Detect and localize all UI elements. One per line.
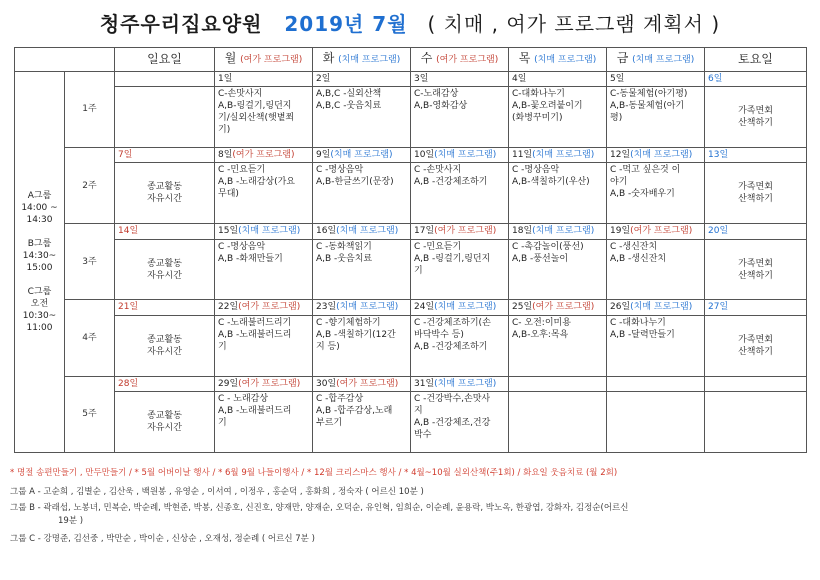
program-type-tag: (여가 프로그램) bbox=[434, 226, 497, 237]
program-cell-fri bbox=[607, 392, 705, 453]
program-cell-tue bbox=[313, 315, 411, 376]
saturday-line: 산책하기 bbox=[738, 118, 773, 129]
day-date-thu bbox=[509, 300, 607, 315]
group-a-list: 그룹 A - 고순희 , 김별순 , 김산욱 , 백원봉 , 유영순 , 이서여 , 이정우 , 홍순덕 , 홍화희 , 정숙자 ( 어르신 10분 ) bbox=[10, 487, 424, 497]
program-cell-wed bbox=[411, 392, 509, 453]
program-line: A,B-동물체험(아기 bbox=[610, 101, 685, 112]
day-date-mon bbox=[215, 147, 313, 162]
sunday-line: 종교활동 bbox=[147, 182, 182, 193]
group-b-list bbox=[10, 502, 815, 528]
date-number: 16일 bbox=[316, 226, 337, 237]
page-title bbox=[0, 8, 820, 37]
program-type-tag: (치매 프로그램) bbox=[630, 302, 693, 313]
program-line: C -명상음악 bbox=[316, 165, 364, 176]
date-number: 31일 bbox=[414, 378, 435, 389]
program-type-tag: (치매 프로그램) bbox=[630, 149, 693, 160]
group-b-time: 15:00 bbox=[26, 262, 53, 273]
sunday-activity bbox=[115, 87, 215, 148]
header-day: 금 (치매 프로그램) bbox=[607, 48, 705, 72]
program-line: A,B,C -실외산책 bbox=[316, 89, 382, 100]
program-cell-thu bbox=[509, 392, 607, 453]
program-cell-wed bbox=[411, 87, 509, 148]
date-number: 3일 bbox=[414, 73, 429, 84]
program-type-tag: (치매 프로그램) bbox=[336, 226, 399, 237]
program-cell-fri bbox=[607, 87, 705, 148]
year-month: 2019년 7월 bbox=[284, 12, 408, 36]
day-date-tue bbox=[313, 300, 411, 315]
saturday-activity bbox=[705, 163, 807, 224]
week-label: 1주 bbox=[65, 71, 115, 147]
group-a-time: 14:30 bbox=[26, 214, 53, 225]
sunday-date: 21일 bbox=[115, 300, 215, 315]
program-cell-mon bbox=[215, 392, 313, 453]
program-line: C- 오전:이미용 bbox=[512, 317, 571, 328]
day-date-wed bbox=[411, 376, 509, 391]
saturday-line: 산책하기 bbox=[738, 194, 773, 205]
day-date-thu bbox=[509, 224, 607, 239]
day-date-fri bbox=[607, 300, 705, 315]
program-line: A,B,C -웃음치료 bbox=[316, 101, 382, 112]
program-line: C-손맛사지 bbox=[218, 89, 263, 100]
program-line: 야기 bbox=[610, 177, 628, 188]
program-line: 기 bbox=[218, 341, 227, 352]
day-date-wed bbox=[411, 300, 509, 315]
header-day: 화 (치매 프로그램) bbox=[313, 48, 411, 72]
day-date-fri bbox=[607, 376, 705, 391]
saturday-date: 20일 bbox=[705, 224, 807, 239]
date-number: 5일 bbox=[610, 73, 625, 84]
program-line: A,B-한글쓰기(문장) bbox=[316, 177, 394, 188]
program-line: A,B -숫자배우기 bbox=[610, 189, 675, 200]
day-date-tue bbox=[313, 147, 411, 162]
program-cell-fri bbox=[607, 239, 705, 300]
program-line: C -동화책읽기 bbox=[316, 241, 372, 252]
program-type-tag: (치매 프로그램) bbox=[532, 149, 595, 160]
date-number: 10일 bbox=[414, 149, 435, 160]
program-line: C-동물체험(아기평) bbox=[610, 89, 688, 100]
day-date-mon bbox=[215, 300, 313, 315]
program-line: A,B -링걸기,링던지 bbox=[414, 253, 491, 264]
program-line: A,B -노래감상(가요 bbox=[218, 177, 295, 188]
program-row bbox=[15, 163, 807, 224]
program-line: C -명상음악 bbox=[218, 241, 266, 252]
group-c-label: C그룹 bbox=[27, 286, 52, 297]
week-label: 2주 bbox=[65, 147, 115, 223]
program-line: 부르기 bbox=[316, 418, 343, 429]
date-number: 23일 bbox=[316, 302, 337, 313]
program-cell-wed bbox=[411, 163, 509, 224]
sunday-date: 7일 bbox=[115, 147, 215, 162]
day-date-thu bbox=[509, 71, 607, 86]
date-number: 22일 bbox=[218, 302, 239, 313]
day-date-mon bbox=[215, 376, 313, 391]
plan-kind: ( 치매 , 여가 프로그램 계획서 ) bbox=[427, 12, 721, 36]
program-row bbox=[15, 392, 807, 453]
program-line: A,B-오후:목욕 bbox=[512, 329, 569, 340]
saturday-line: 산책하기 bbox=[738, 346, 773, 357]
group-a-time: 14:00 ~ bbox=[21, 202, 58, 213]
org-name: 청주우리집요양원 bbox=[99, 12, 263, 36]
group-b-label: B그룹 bbox=[27, 238, 52, 249]
date-number: 24일 bbox=[414, 302, 435, 313]
saturday-line: 가족면회 bbox=[738, 258, 773, 269]
program-line: A,B-색칠하기(우산) bbox=[512, 177, 590, 188]
date-number: 8일 bbox=[218, 149, 233, 160]
program-cell-wed bbox=[411, 239, 509, 300]
program-cell-tue bbox=[313, 392, 411, 453]
program-line: 기 bbox=[218, 418, 227, 429]
group-a-label: A그룹 bbox=[27, 190, 52, 201]
program-line: C -대화나누기 bbox=[610, 317, 666, 328]
program-cell-tue bbox=[313, 163, 411, 224]
group-c-time: 10:30~ bbox=[22, 310, 57, 321]
program-line: A,B-꽃오려붙이기 bbox=[512, 101, 583, 112]
program-line: 기) bbox=[218, 125, 231, 136]
day-date-thu bbox=[509, 376, 607, 391]
program-line: A,B -달력만들기 bbox=[610, 329, 675, 340]
program-line: 무대) bbox=[218, 189, 239, 200]
program-line: C-노래감상 bbox=[414, 89, 459, 100]
saturday-activity bbox=[705, 239, 807, 300]
program-cell-thu bbox=[509, 87, 607, 148]
program-type-tag: (치매 프로그램) bbox=[238, 226, 301, 237]
sunday-line: 자유시간 bbox=[147, 423, 182, 434]
day-date-mon bbox=[215, 71, 313, 86]
program-type-tag: (치매 프로그램) bbox=[330, 149, 393, 160]
program-line: A,B -건강체조하기 bbox=[414, 341, 488, 352]
day-date-wed bbox=[411, 224, 509, 239]
date-number: 29일 bbox=[218, 378, 239, 389]
date-number: 30일 bbox=[316, 378, 337, 389]
date-row bbox=[15, 224, 807, 239]
saturday-date: 6일 bbox=[705, 71, 807, 86]
saturday-line: 가족면회 bbox=[738, 106, 773, 117]
day-date-wed bbox=[411, 71, 509, 86]
header-day: 수 (여가 프로그램) bbox=[411, 48, 509, 72]
program-cell-fri bbox=[607, 315, 705, 376]
day-date-fri bbox=[607, 224, 705, 239]
sunday-activity bbox=[115, 315, 215, 376]
program-line: 평) bbox=[610, 113, 623, 124]
notes-line: * 명절 송편만들기 , 만두만들기 / * 5월 어버이날 행사 / * 6월 9월 나들이행사 / * 12월 크리스마스 행사 / * 4월~10월 실외산책(주1회) / 화요일 웃음치료 (월 2회) bbox=[10, 468, 618, 478]
program-line: C -합주감상 bbox=[316, 394, 364, 405]
program-cell-thu bbox=[509, 239, 607, 300]
date-number: 15일 bbox=[218, 226, 239, 237]
date-number: 12일 bbox=[610, 149, 631, 160]
date-row bbox=[15, 376, 807, 391]
program-line: C -촉감놀이(풍선) bbox=[512, 241, 584, 252]
date-number: 26일 bbox=[610, 302, 631, 313]
saturday-activity bbox=[705, 87, 807, 148]
program-line: A,B -화채만들기 bbox=[218, 253, 283, 264]
program-line: C-대화나누기 bbox=[512, 89, 566, 100]
day-date-wed bbox=[411, 147, 509, 162]
date-row bbox=[15, 300, 807, 315]
program-line: A,B -생신잔치 bbox=[610, 253, 667, 264]
saturday-activity bbox=[705, 315, 807, 376]
date-number: 18일 bbox=[512, 226, 533, 237]
group-b-time: 14:30~ bbox=[22, 250, 57, 261]
program-cell-fri bbox=[607, 163, 705, 224]
header-day: 토요일 bbox=[705, 48, 807, 72]
saturday-date: 27일 bbox=[705, 300, 807, 315]
header-day: 월 (여가 프로그램) bbox=[215, 48, 313, 72]
date-number: 9일 bbox=[316, 149, 331, 160]
program-line: C -손맛사지 bbox=[414, 165, 462, 176]
group-times bbox=[15, 71, 65, 452]
program-line: C -생신잔치 bbox=[610, 241, 658, 252]
week-label: 3주 bbox=[65, 224, 115, 300]
date-row bbox=[15, 71, 807, 86]
sunday-line: 자유시간 bbox=[147, 346, 182, 357]
program-type-tag: (여가 프로그램) bbox=[238, 378, 301, 389]
sunday-activity bbox=[115, 392, 215, 453]
saturday-line: 가족면회 bbox=[738, 334, 773, 345]
date-row bbox=[15, 147, 807, 162]
program-cell-thu bbox=[509, 315, 607, 376]
saturday-activity bbox=[705, 392, 807, 453]
program-line: C -향기체험하기 bbox=[316, 317, 381, 328]
program-line: A,B -건강체조하기 bbox=[414, 177, 488, 188]
day-date-tue bbox=[313, 71, 411, 86]
header-day: 일요일 bbox=[115, 48, 215, 72]
program-cell-tue bbox=[313, 87, 411, 148]
date-number: 17일 bbox=[414, 226, 435, 237]
program-line: A,B -노래불러드리 bbox=[218, 406, 292, 417]
sunday-line: 종교활동 bbox=[147, 258, 182, 269]
program-type-tag: (치매 프로그램) bbox=[532, 226, 595, 237]
program-line: C -건강체조하기(손 bbox=[414, 317, 491, 328]
date-number: 1일 bbox=[218, 73, 233, 84]
program-line: 바닥박수 등) bbox=[414, 329, 464, 340]
program-cell-mon bbox=[215, 87, 313, 148]
day-date-fri bbox=[607, 71, 705, 86]
sunday-line: 종교활동 bbox=[147, 411, 182, 422]
program-type-tag: (여가 프로그램) bbox=[238, 302, 301, 313]
program-line: C -건강박수,손맛사 bbox=[414, 394, 491, 405]
day-date-tue bbox=[313, 224, 411, 239]
program-cell-mon bbox=[215, 239, 313, 300]
week-label: 5주 bbox=[65, 376, 115, 452]
day-date-fri bbox=[607, 147, 705, 162]
header-row bbox=[15, 48, 807, 72]
sunday-date: 14일 bbox=[115, 224, 215, 239]
day-date-thu bbox=[509, 147, 607, 162]
spacer bbox=[18, 226, 61, 238]
program-type-tag: (치매 프로그램) bbox=[434, 149, 497, 160]
date-number: 11일 bbox=[512, 149, 533, 160]
program-line: A,B -풍선놀이 bbox=[512, 253, 569, 264]
program-line: 기 bbox=[414, 265, 423, 276]
header-blank bbox=[15, 48, 115, 72]
program-line: A,B -색칠하기(12간 bbox=[316, 329, 396, 340]
saturday-line: 가족면회 bbox=[738, 182, 773, 193]
sunday-line: 자유시간 bbox=[147, 194, 182, 205]
program-type-tag: (여가 프로그램) bbox=[232, 149, 295, 160]
group-c-time: 11:00 bbox=[26, 322, 53, 333]
program-cell-mon bbox=[215, 163, 313, 224]
program-line: A,B-링걸기,링던지 bbox=[218, 101, 292, 112]
day-date-mon bbox=[215, 224, 313, 239]
program-line: C -명상음악 bbox=[512, 165, 560, 176]
sunday-line: 자유시간 bbox=[147, 270, 182, 281]
program-line: C -민요듣기 bbox=[414, 241, 462, 252]
program-calendar bbox=[14, 47, 807, 453]
date-number: 2일 bbox=[316, 73, 331, 84]
program-line: 지 bbox=[414, 406, 423, 417]
program-line: (화병꾸미기) bbox=[512, 113, 563, 124]
program-line: 지 등) bbox=[316, 341, 340, 352]
sunday-date bbox=[115, 71, 215, 86]
group-b-line2: 19분 ) bbox=[58, 516, 84, 526]
group-c-sub: 오전 bbox=[30, 298, 49, 309]
date-number: 19일 bbox=[610, 226, 631, 237]
program-type-tag: (여가 프로그램) bbox=[532, 302, 595, 313]
date-number: 4일 bbox=[512, 73, 527, 84]
program-line: C -민요듣기 bbox=[218, 165, 266, 176]
week-label: 4주 bbox=[65, 300, 115, 376]
saturday-date bbox=[705, 376, 807, 391]
program-type-tag: (치매 프로그램) bbox=[434, 378, 497, 389]
saturday-date: 13일 bbox=[705, 147, 807, 162]
program-type-tag: (치매 프로그램) bbox=[434, 302, 497, 313]
program-type-tag: (치매 프로그램) bbox=[336, 302, 399, 313]
program-cell-wed bbox=[411, 315, 509, 376]
day-date-tue bbox=[313, 376, 411, 391]
sunday-activity bbox=[115, 239, 215, 300]
program-line: A,B -노래불러드리 bbox=[218, 329, 292, 340]
program-line: A,B -웃음치료 bbox=[316, 253, 373, 264]
program-row bbox=[15, 87, 807, 148]
program-line: C -먹고 싶은것 이 bbox=[610, 165, 681, 176]
program-cell-thu bbox=[509, 163, 607, 224]
program-row bbox=[15, 315, 807, 376]
group-b-line1: 그룹 B - 곽래섭, 노봉녀, 민복순, 박순례, 박현준, 박봉, 신종호, 신진호, 양재만, 양재순, 오덕순, 유인혁, 임희순, 이순례, 윤용락, 박노옥, 한광엽, 강화자, 김정순(어르신 bbox=[10, 503, 629, 513]
program-line: C -노래불러드리기 bbox=[218, 317, 292, 328]
program-line: A,B -합주감상,노래 bbox=[316, 406, 393, 417]
program-line: A,B -건강체조,건강 bbox=[414, 418, 491, 429]
program-cell-tue bbox=[313, 239, 411, 300]
group-c-list: 그룹 C - 강명준, 김선중 , 박만순 , 박이순 , 신상순 , 오재성, 정순례 ( 어르신 7분 ) bbox=[10, 534, 315, 544]
date-number: 25일 bbox=[512, 302, 533, 313]
saturday-line: 산책하기 bbox=[738, 270, 773, 281]
spacer bbox=[18, 274, 61, 286]
header-day: 목 (치매 프로그램) bbox=[509, 48, 607, 72]
program-type-tag: (여가 프로그램) bbox=[336, 378, 399, 389]
program-line: 기/실외산책(햇볕쬐 bbox=[218, 113, 295, 124]
program-line: A,B-영화감상 bbox=[414, 101, 468, 112]
program-line: 박수 bbox=[414, 430, 432, 441]
sunday-line: 종교활동 bbox=[147, 334, 182, 345]
program-cell-mon bbox=[215, 315, 313, 376]
program-line: C - 노래감상 bbox=[218, 394, 269, 405]
program-row bbox=[15, 239, 807, 300]
program-type-tag: (여가 프로그램) bbox=[630, 226, 693, 237]
sunday-date: 28일 bbox=[115, 376, 215, 391]
sunday-activity bbox=[115, 163, 215, 224]
